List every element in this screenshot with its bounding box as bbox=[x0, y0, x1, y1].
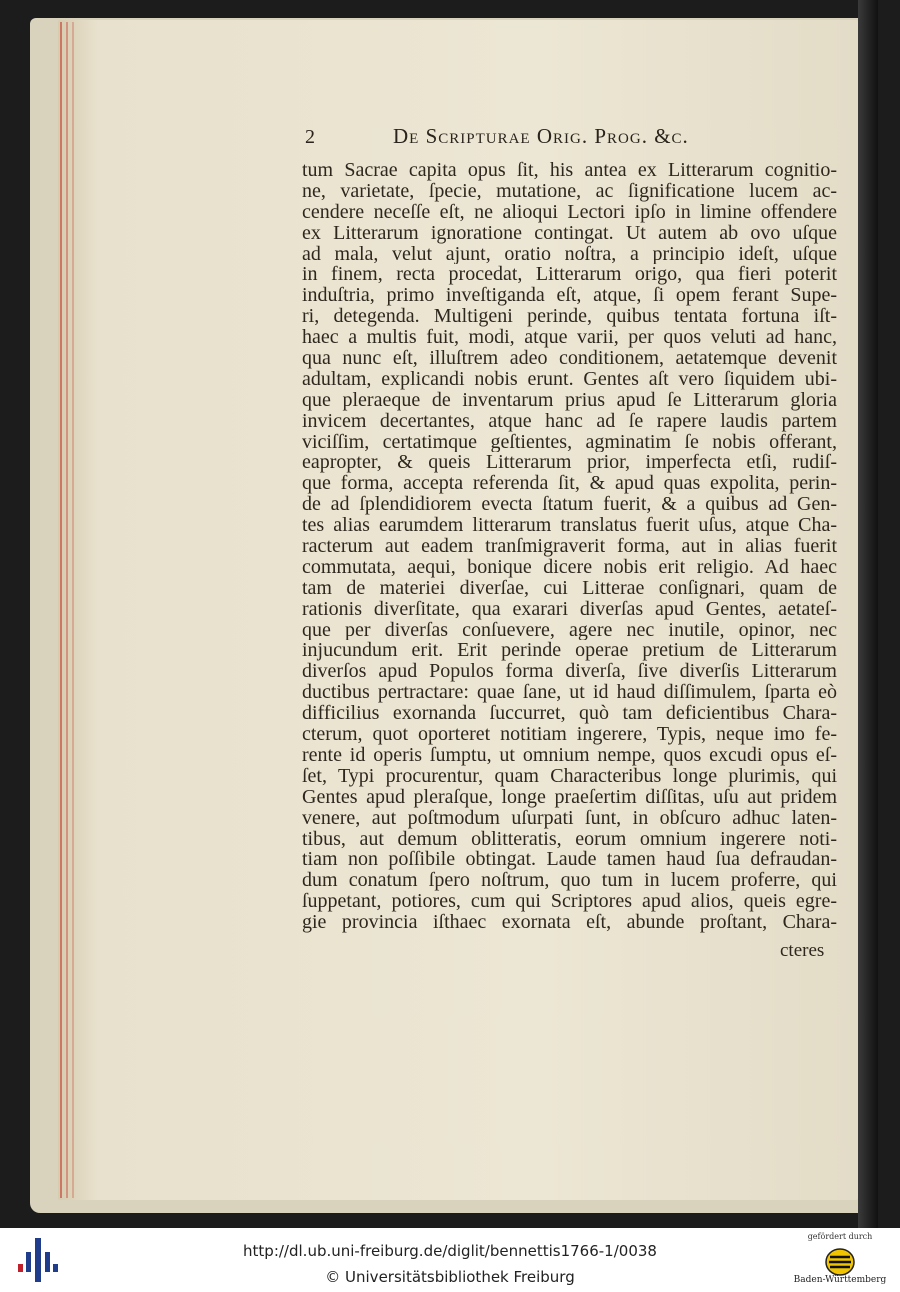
text-line: ri, detegenda. Multigeni perinde, quibus tentata fortuna iſt- bbox=[302, 306, 837, 328]
text-line: ne, varietate, ſpecie, mutatione, ac ſignificatione lucem ac- bbox=[302, 180, 837, 202]
text-line: ductibus pertractare: quae ſane, ut id haud diſſimulem, ſparta eò bbox=[302, 682, 837, 704]
text-line: cterum, quot oporteret notitiam ingerere, Typis, neque imo fe- bbox=[302, 724, 837, 745]
text-line: qua nunc eſt, illuſtrem adeo conditionem, aetatemque devenit bbox=[302, 348, 837, 369]
red-edge-line bbox=[60, 22, 62, 1198]
text-line: invicem decertantes, atque hanc ad ſe rapere laudis partem bbox=[302, 410, 837, 432]
text-line: cendere neceſſe eſt, ne alioqui Lectori ipſo in limine offendere bbox=[302, 201, 837, 223]
text-line: adultam, explicandi nobis erunt. Gentes aſt vero ſiquidem ubi- bbox=[302, 368, 837, 390]
text-line: que pleraeque de inventarum prius apud ſe Litterarum gloria bbox=[302, 389, 837, 411]
text-line: ad mala, velut ajunt, oratio noſtra, a principio ideſt, uſque bbox=[302, 243, 837, 265]
binding-gutter bbox=[858, 0, 878, 1228]
text-line: rationis diverſitate, qua exarari diverſas apud Gentes, aetateſ- bbox=[302, 598, 837, 620]
red-edge-line bbox=[66, 22, 68, 1198]
text-line: diverſos apud Populos forma diverſa, ſive diverſis Litterarum bbox=[302, 661, 837, 683]
permalink-url[interactable]: http://dl.ub.uni-freiburg.de/diglit/bennettis1766-1/0038 bbox=[243, 1242, 657, 1260]
text-line: rente id operis ſumptu, ut omnium nempe, quos excudi opus eſ- bbox=[302, 744, 837, 766]
text-line: de ad ſplendidiorem evecta ſtatum fuerit, & a quibus ad Gen- bbox=[302, 494, 837, 516]
text-line: tibus, aut demum oblitteratis, eorum omnium ingerere noti- bbox=[302, 828, 837, 850]
text-line: tum Sacrae capita opus ſit, his antea ex Litterarum cognitio- bbox=[302, 160, 837, 181]
text-line: racterum aut eadem tranſmigraverit forma, aut in alias fuerit bbox=[302, 536, 837, 557]
text-line: viciſſim, certatimque geſtientes, agminatim ſe nobis offerant, bbox=[302, 431, 837, 453]
text-line: ex Litterarum ignoratione contingat. Ut autem ab ovo uſque bbox=[302, 222, 837, 244]
text-line: tes alias earumdem litterarum translatus fuerit uſus, atque Cha- bbox=[302, 515, 837, 537]
text-line: gie provincia iſthaec exornata eſt, abunde proſtant, Chara- bbox=[302, 912, 837, 933]
page-number: 2 bbox=[305, 126, 316, 148]
text-line: commutata, aequi, bonique dicere nobis erit religio. Ad haec bbox=[302, 556, 837, 578]
text-line: ſuppetant, potiores, cum qui Scriptores apud alios, queis egre- bbox=[302, 891, 837, 913]
catchword: cteres bbox=[780, 940, 825, 961]
text-line: tam de materiei diverſae, cui Litterae conſignari, quam de bbox=[302, 577, 837, 599]
text-line: dum conatum ſpero noſtrum, quo tum in lucem proferre, qui bbox=[302, 870, 837, 892]
text-line: ſet, Typi procurentur, quam Characteribus longe plurimis, qui bbox=[302, 765, 837, 787]
text-line: in finem, recta procedat, Litterarum origo, qua fieri poterit bbox=[302, 264, 837, 286]
red-edge-line bbox=[72, 22, 74, 1198]
text-line: difficilius exornanda ſuccurret, quò tam deficientibus Chara- bbox=[302, 703, 837, 725]
text-line: Gentes apud pleraſque, longe praeſertim diſſitas, uſu aut pridem bbox=[302, 786, 837, 808]
page-header bbox=[305, 122, 845, 156]
funding-badge bbox=[790, 1232, 890, 1285]
funder-name: Baden-Württemberg bbox=[793, 1275, 887, 1285]
baden-wuerttemberg-coat-of-arms-icon bbox=[820, 1246, 860, 1276]
body-text bbox=[302, 160, 837, 933]
running-title: De Scripturae Orig. Prog. &c. bbox=[393, 124, 689, 148]
text-line: eapropter, & queis Litterarum prior, imperfecta etſi, rudiſ- bbox=[302, 452, 837, 474]
text-line: induſtria, primo inveſtiganda eſt, atque, ſi opem ferant Supe- bbox=[302, 285, 837, 307]
text-line: injucundum erit. Erit perinde operae pretium de Litterarum bbox=[302, 640, 837, 662]
text-line: venere, aut poſtmodum uſurpati ſunt, in obſcuro adhuc laten- bbox=[302, 807, 837, 829]
text-line: tiam non poſſibile obtingat. Laude tamen haud ſua defraudan- bbox=[302, 849, 837, 871]
viewer-footer bbox=[0, 1228, 900, 1292]
text-line: que forma, accepta referenda ſit, & apud quas expolita, perin- bbox=[302, 473, 837, 495]
text-line: haec a multis fuit, modi, atque varii, per quos veluti ad hanc, bbox=[302, 327, 837, 349]
text-line: que per diverſas conſuevere, agere nec inutile, opinor, nec bbox=[302, 619, 837, 641]
funded-by-label: gefördert durch bbox=[807, 1232, 873, 1241]
copyright-text: © Universitätsbibliothek Freiburg bbox=[325, 1268, 575, 1286]
